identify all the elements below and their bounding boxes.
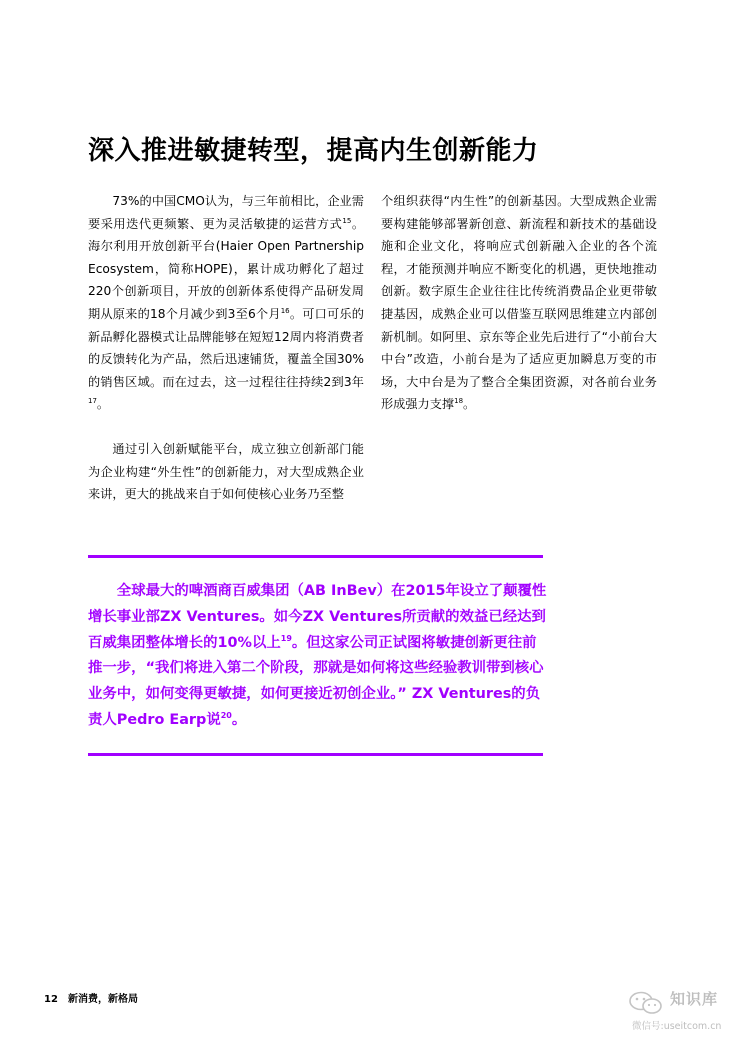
- pull-quote-text-1: 全球最大的啤酒商百威集团（AB InBev）在2015年设立了颠覆性增长事业部ZX Ventures。如今ZX Ventures所贡献的效益已经达到百威集团整体增长的10%以上: [88, 583, 547, 651]
- quote-top-rule: [88, 555, 543, 558]
- publication-title: 新消费，新格局: [68, 994, 138, 1005]
- footnote-ref-16[interactable]: 16: [280, 306, 290, 315]
- pull-quote-text-2: 。但这家公司正试图将敏捷创新更往前推一步，“我们将进入第二个阶段，那就是如何将这些经验教训带到核心业务中，如何变得更敏捷，如何更接近初创企业。” ZX Ventures的负责人Pedro Earp说: [88, 634, 544, 728]
- watermark-wechat-id: 微信号:useitcom.cn: [632, 1021, 722, 1032]
- footnote-ref-18[interactable]: 18: [454, 397, 464, 406]
- left-paragraph-2: 通过引入创新赋能平台，成立独立创新部门能为企业构建“外生性”的创新能力，对大型成熟企业来讲，更大的挑战来自于如何使核心业务乃至整: [88, 441, 364, 502]
- pull-quote: [88, 579, 548, 734]
- page-footer: [44, 990, 138, 1005]
- footnote-ref-17[interactable]: 17: [88, 397, 97, 406]
- footnote-ref-20[interactable]: 20: [220, 710, 232, 720]
- right-p1-text-b: 。: [463, 397, 476, 412]
- left-column: [88, 190, 364, 528]
- footnote-ref-19[interactable]: 19: [280, 633, 292, 643]
- footnote-ref-15[interactable]: 15: [342, 216, 352, 225]
- left-p1-text-a: 73%的中国CMO认为，与三年前相比，企业需要采用迭代更频繁、更为灵活敏捷的运营方式: [88, 194, 364, 231]
- left-paragraph-1: [88, 190, 364, 416]
- wechat-icon: [628, 990, 664, 1016]
- left-p1-text-d: 。: [96, 397, 110, 412]
- page-number: 12: [44, 994, 58, 1005]
- pull-quote-text-3: 。: [231, 711, 247, 728]
- watermark: [628, 988, 738, 1038]
- left-p1-text-c: 。可口可乐的新品孵化器模式让品牌能够在短短12周内将消费者的反馈转化为产品，然后迅速铺货，覆盖全国30%的销售区域。而在过去，这一过程往往持续2到3年: [88, 306, 364, 389]
- quote-bottom-rule: [88, 753, 543, 756]
- left-p1-text-b: 。海尔利用开放创新平台(Haier Open Partnership Ecosystem，简称HOPE)，累计成功孵化了超过220个创新项目，开放的创新体系使得产品研发周期从原来的18个月减少到3至6个月: [88, 216, 365, 321]
- right-paragraph-1: [381, 190, 657, 416]
- right-p1-text-a: 个组织获得“内生性”的创新基因。大型成熟企业需要构建能够部署新创意、新流程和新技术的基础设施和企业文化，将响应式创新融入企业的各个流程，才能预测并响应不断变化的机遇，更快地推动创新。数字原生企业往往比传统消费品企业更带敏捷基因，成熟企业可以借鉴互联网思维建立内部创新机制。如阿里、京东等企业先后进行了“小前台大中台”改造，小前台是为了适应更加瞬息万变的市场，大中台是为了整合全集团资源，对各前台业务形成强力支撑: [381, 194, 657, 412]
- section-heading: 深入推进敏捷转型，提高内生创新能力: [88, 136, 539, 166]
- right-column: [381, 190, 657, 438]
- watermark-name: 知识库: [670, 990, 719, 1008]
